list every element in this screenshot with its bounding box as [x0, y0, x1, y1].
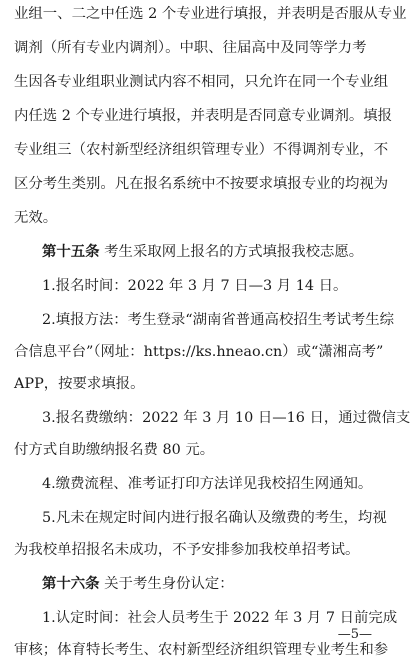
paragraph-line: 生因各专业组职业测试内容不相同，只允许在同一个专业组	[14, 74, 389, 90]
article-16-heading: 第十六条	[42, 576, 100, 592]
list-item-line: 1.报名时间：2022 年 3 月 7 日—3 月 14 日。	[42, 278, 348, 294]
paragraph-line: 专业组三（农村新型经济组织管理专业）不得调剂专业，不	[14, 142, 389, 158]
paragraph-line: 内任选 2 个专业进行填报，并表明是否同意专业调剂。填报	[14, 108, 393, 124]
article-15-text: 考生采取网上报名的方式填报我校志愿。	[104, 244, 364, 260]
list-item-line: 5.凡未在规定时间内进行报名确认及缴费的考生，均视	[42, 510, 387, 526]
list-item-line: APP，按要求填报。	[14, 376, 145, 392]
paragraph-line: 调剂（所有专业内调剂）。中职、往届高中及同等学力考	[14, 40, 367, 56]
list-item-line: 合信息平台”（网址：https://ks.hneao.cn）或“潇湘高考”	[14, 344, 384, 360]
article-15-heading: 第十五条	[42, 244, 100, 260]
article-15-line	[42, 239, 398, 266]
page-number: —5—	[337, 627, 372, 642]
list-item-line: 4.缴费流程、准考证打印方法详见我校招生网通知。	[42, 476, 373, 492]
article-16-line	[42, 571, 398, 598]
article-16-text: 关于考生身份认定：	[104, 576, 234, 592]
paragraph-line: 业组一、二之中任选 2 个专业进行填报，并表明是否服从专业	[14, 6, 407, 22]
paragraph-line: 区分考生类别。凡在报名系统中不按要求填报专业的均视为	[14, 176, 389, 192]
list-item-line: 1.认定时间：社会人员考生于 2022 年 3 月 7 日前完成	[42, 610, 398, 626]
list-item-line: 审核；体育特长考生、农村新型经济组织管理专业考生和参	[14, 642, 389, 658]
list-item-line: 付方式自助缴纳报名费 80 元。	[14, 442, 215, 458]
list-item-line: 3.报名费缴纳：2022 年 3 月 10 日—16 日，通过微信支	[42, 410, 411, 426]
paragraph-line: 无效。	[14, 210, 58, 226]
list-item-line: 2.填报方法：考生登录“湖南省普通高校招生考试考生综	[42, 312, 395, 328]
list-item-line: 为我校单招报名未成功，不予安排参加我校单招考试。	[14, 542, 360, 558]
